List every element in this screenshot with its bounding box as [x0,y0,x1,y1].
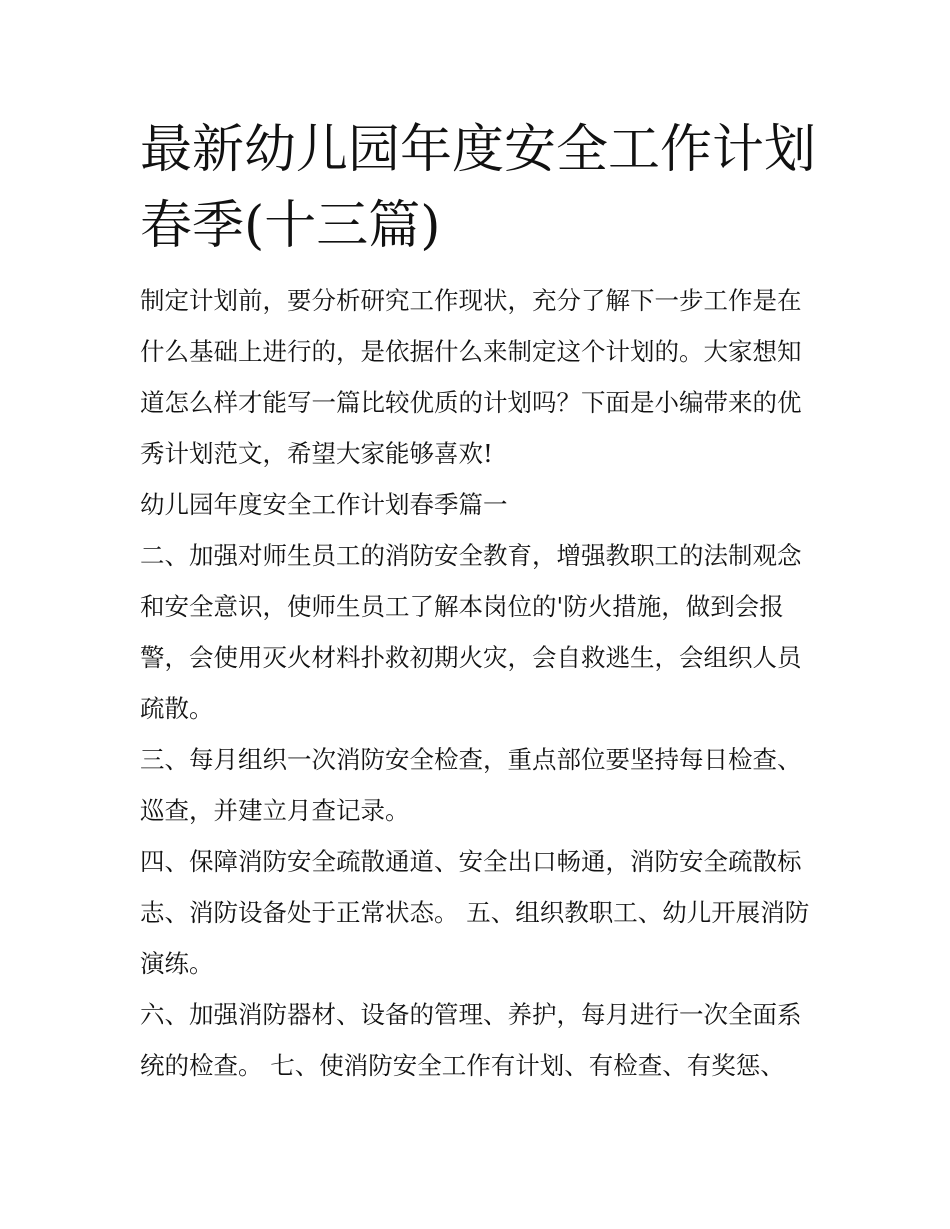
paragraph-item-3: 三、每月组织一次消防安全检查，重点部位要坚持每日检查、巡查，并建立月查记录。 [140,745,802,825]
paragraph-item-2: 二、加强对师生员工的消防安全教育，增强教职工的法制观念和安全意识，使师生员工了解本岗位的'防火措施，做到会报警，会使用灭火材料扑救初期火灾，会自救逃生，会组织人员疏散。 [140,541,802,723]
paragraph-item-4-5: 四、保障消防安全疏散通道、安全出口畅通，消防安全疏散标志、消防设备处于正常状态。 五、组织教职工、幼儿开展消防演练。 [140,847,810,978]
section-heading: 幼儿园年度安全工作计划春季篇一 [140,490,508,519]
intro-paragraph: 制定计划前，要分析研究工作现状，充分了解下一步工作是在什么基础上进行的，是依据什么来制定这个计划的。大家想知道怎么样才能写一篇比较优质的计划吗？下面是小编带来的优秀计划范文，希望大家能够喜欢! [140,286,802,468]
document-title: 最新幼儿园年度安全工作计划春季(十三篇) [140,120,817,256]
document-body [140,275,820,1091]
paragraph-item-6-7: 六、加强消防器材、设备的管理、养护，每月进行一次全面系统的检查。 七、使消防安全工作有计划、有检查、有奖惩、 [140,1000,802,1080]
